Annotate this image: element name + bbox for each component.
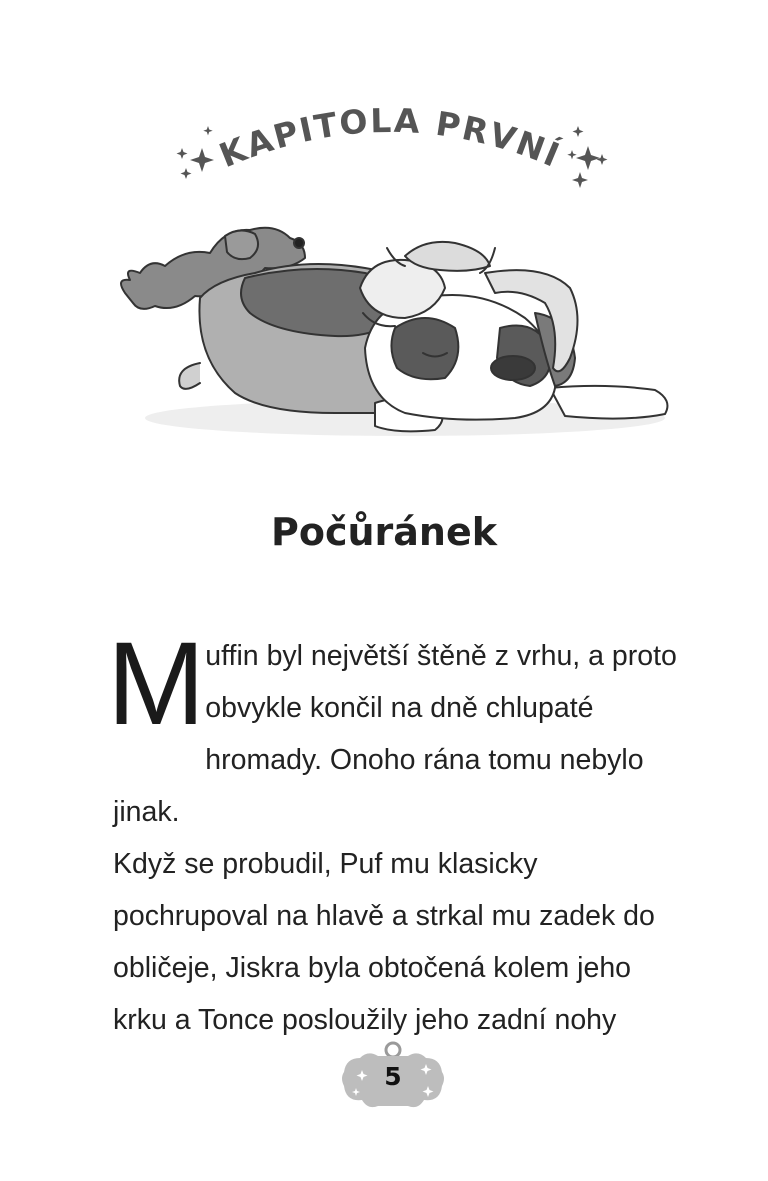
story-line-4: Když se probudil, Puf mu klasicky <box>113 848 538 880</box>
chapter-header <box>160 88 620 198</box>
story-line-1: uffin byl největší štěně z vrhu, a proto <box>205 640 677 672</box>
sleeping-puppies-illustration <box>105 218 680 448</box>
drop-cap: M <box>107 618 202 750</box>
sparkles-right-icon <box>567 126 607 188</box>
chapter-title: Počůránek <box>270 510 497 554</box>
story-line-2: obvykle končil na dně chlupaté <box>205 692 594 724</box>
sparkles-left-icon <box>177 126 215 179</box>
chapter-label: KAPITOLA PRVNÍ <box>213 100 567 176</box>
story-line-5: pochrupoval na hlavě a strkal mu zadek do <box>113 900 655 932</box>
story-line-7: krku a Tonce posloužily jeho zadní nohy <box>113 1004 617 1036</box>
page-number: 5 <box>384 1062 402 1091</box>
story-line-3: hromady. Onoho rána tomu nebylo jinak. <box>113 744 644 828</box>
story-line-6: obličeje, Jiskra byla obtočená kolem jeho <box>113 952 632 984</box>
story-text <box>107 618 693 1046</box>
